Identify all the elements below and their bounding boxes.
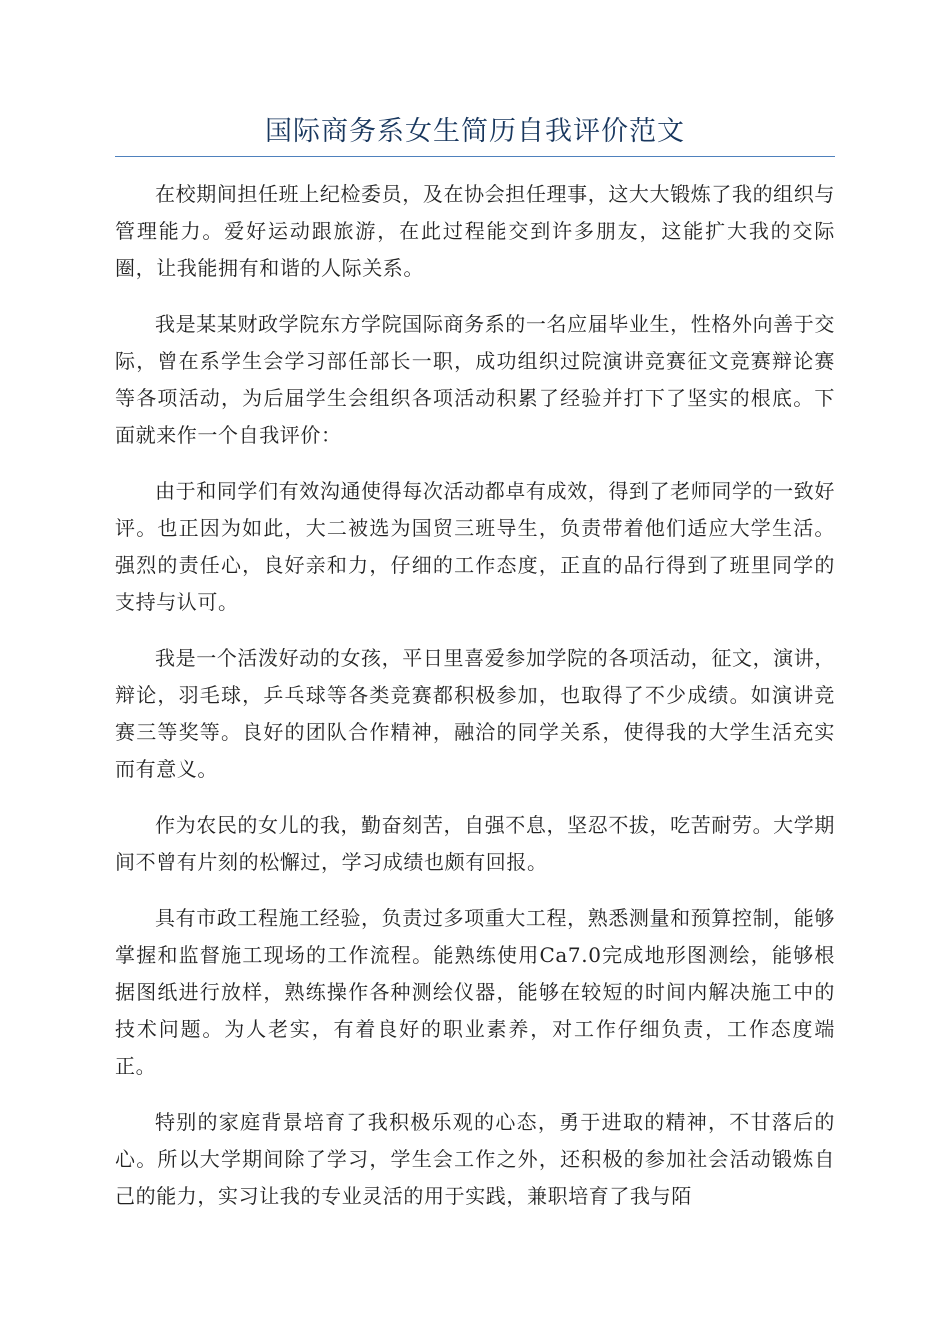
title-block xyxy=(115,112,835,157)
paragraph-2: 我是某某财政学院东方学院国际商务系的一名应届毕业生，性格外向善于交际，曾在系学生会学习部任部长一职，成功组织过院演讲竞赛征文竞赛辩论赛等各项活动，为后届学生会组织各项活动积累了经验并打下了坚实的根底。下面就来作一个自我评价： xyxy=(115,312,835,447)
paragraph-7: 特别的家庭背景培育了我积极乐观的心态，勇于进取的精神，不甘落后的心。所以大学期间除了学习，学生会工作之外，还积极的参加社会活动锻炼自己的能力，实习让我的专业灵活的用于实践，兼职培育了我与陌 xyxy=(115,1110,835,1208)
page-title: 国际商务系女生简历自我评价范文 xyxy=(265,116,685,147)
paragraph-5: 作为农民的女儿的我，勤奋刻苦，自强不息，坚忍不拔，吃苦耐劳。大学期间不曾有片刻的松懈过，学习成绩也颇有回报。 xyxy=(115,813,835,874)
paragraph-3: 由于和同学们有效沟通使得每次活动都卓有成效，得到了老师同学的一致好评。也正因为如此，大二被选为国贸三班导生，负责带着他们适应大学生活。强烈的责任心，良好亲和力，仔细的工作态度，正直的品行得到了班里同学的支持与认可。 xyxy=(115,479,835,614)
document-body xyxy=(115,176,835,1234)
paragraph-1: 在校期间担任班上纪检委员，及在协会担任理事，这大大锻炼了我的组织与管理能力。爱好运动跟旅游，在此过程能交到许多朋友，这能扩大我的交际圈，让我能拥有和谐的人际关系。 xyxy=(115,182,835,280)
paragraph-6: 具有市政工程施工经验，负责过多项重大工程，熟悉测量和预算控制，能够掌握和监督施工现场的工作流程。能熟练使用Ca7.0完成地形图测绘，能够根据图纸进行放样，熟练操作各种测绘仪器，能够在较短的时间内解决施工中的技术问题。为人老实，有着良好的职业素养，对工作仔细负责，工作态度端正。 xyxy=(115,906,835,1078)
paragraph-4: 我是一个活泼好动的女孩，平日里喜爱参加学院的各项活动，征文，演讲，辩论，羽毛球，乒乓球等各类竞赛都积极参加，也取得了不少成绩。如演讲竞赛三等奖等。良好的团队合作精神，融洽的同学关系，使得我的大学生活充实而有意义。 xyxy=(115,646,835,781)
